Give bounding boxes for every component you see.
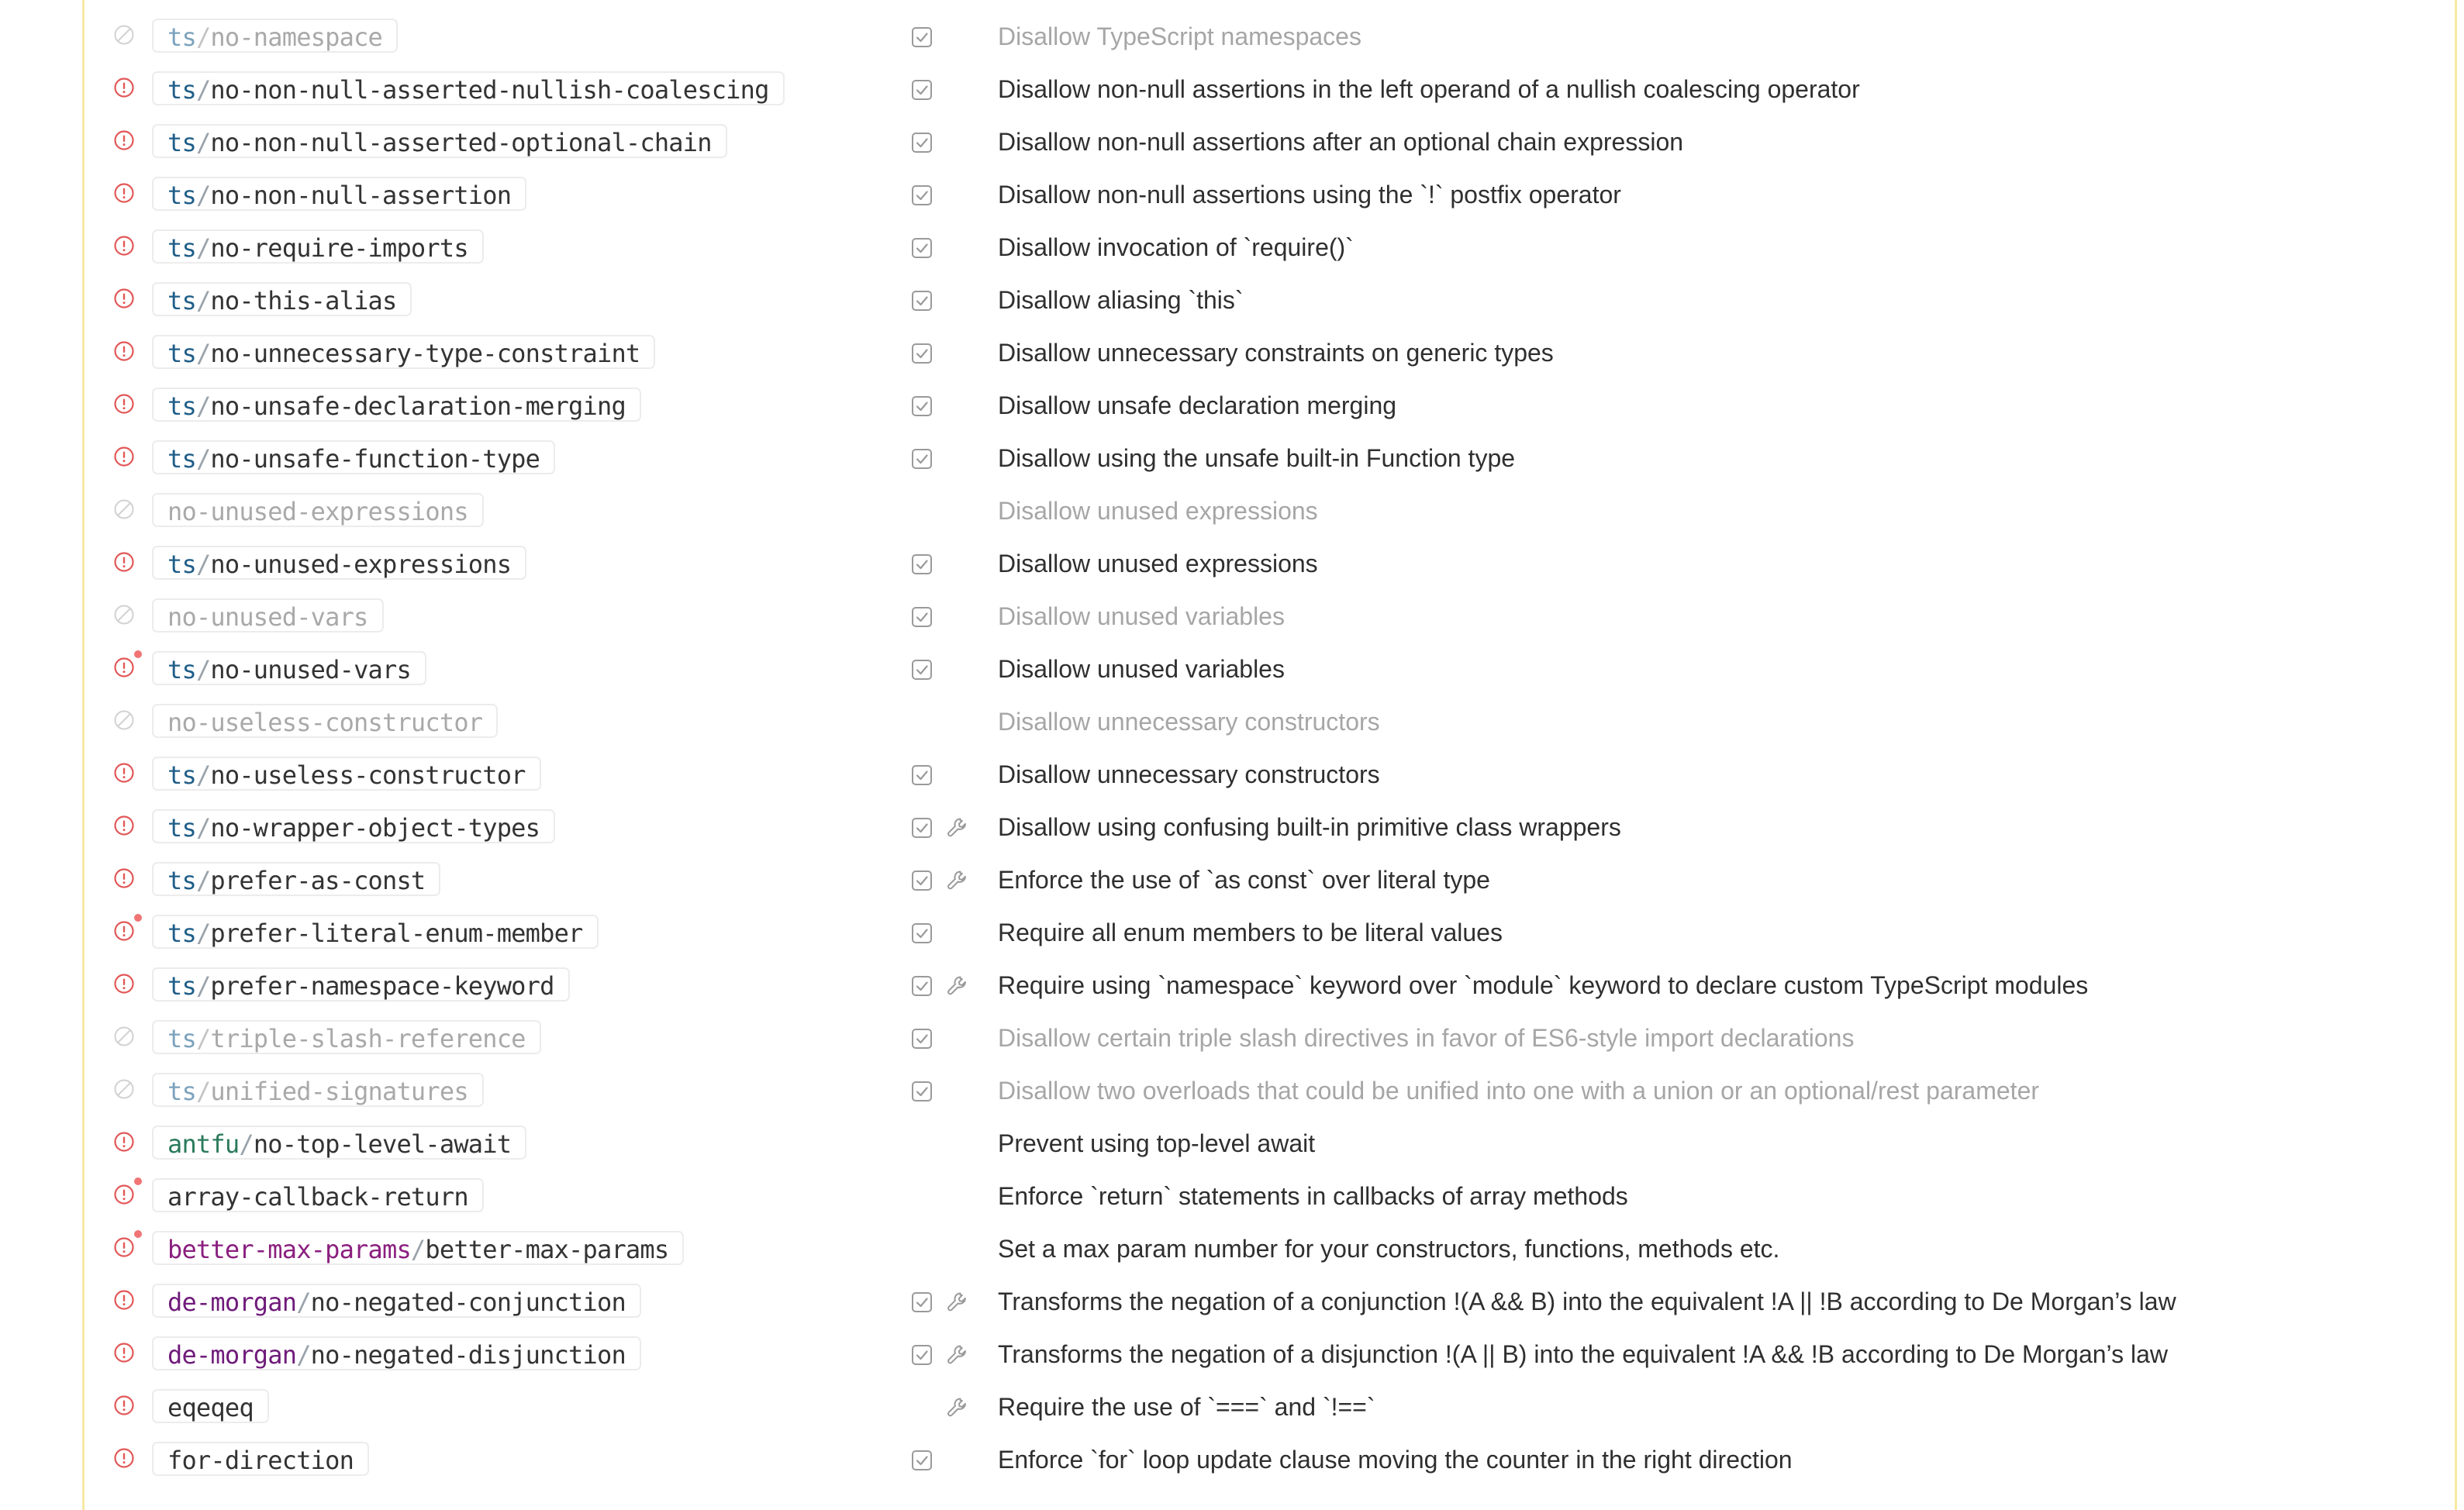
rule-description: Require the use of `===` and `!==` — [998, 1393, 1375, 1421]
rule-prefix-separator: / — [195, 128, 211, 157]
rule-name-button[interactable] — [152, 124, 727, 158]
rule-id: no-negated-disjunction — [310, 1340, 626, 1370]
rule-description: Disallow using the unsafe built-in Function type — [998, 444, 1516, 472]
recommended-check-icon — [911, 184, 933, 206]
rule-plugin-prefix: ts — [167, 760, 196, 790]
rule-prefix-separator: / — [195, 1077, 211, 1106]
rule-description: Disallow unnecessary constructors — [998, 760, 1380, 788]
rule-plugin-prefix: ts — [167, 22, 196, 52]
rule-name-button[interactable] — [152, 1073, 484, 1107]
rule-id: eqeqeq — [167, 1393, 254, 1422]
rule-name-button[interactable] — [152, 71, 785, 105]
rule-row — [0, 1274, 2464, 1326]
rule-row — [0, 9, 2464, 61]
recommended-check-icon — [911, 448, 933, 470]
rule-name-button[interactable] — [152, 229, 484, 264]
rule-plugin-prefix: ts — [167, 233, 196, 263]
rule-error-icon — [113, 77, 135, 98]
rule-plugin-prefix: ts — [167, 813, 196, 843]
rule-prefix-separator: / — [195, 181, 211, 210]
fixable-wrench-icon — [945, 1290, 970, 1315]
rule-prefix-separator: / — [195, 1024, 211, 1053]
rule-prefix-separator: / — [195, 919, 211, 948]
rule-row — [0, 167, 2464, 219]
recommended-check-icon — [911, 79, 933, 101]
recommended-check-icon — [911, 870, 933, 891]
rule-description: Disallow unused variables — [998, 602, 1285, 630]
recommended-check-icon — [911, 659, 933, 681]
rule-id: unified-signatures — [210, 1077, 468, 1106]
rule-row — [0, 536, 2464, 588]
rule-name-button[interactable] — [152, 177, 526, 211]
rule-description: Disallow unnecessary constraints on generic types — [998, 339, 1554, 367]
rule-id: no-unused-vars — [210, 655, 411, 684]
rule-name-button[interactable] — [152, 546, 526, 580]
rule-description: Disallow unused expressions — [998, 497, 1318, 525]
rule-id: no-negated-conjunction — [310, 1288, 626, 1317]
rule-name-button[interactable] — [152, 651, 426, 685]
rule-id: no-unused-expressions — [167, 497, 468, 526]
rule-error-icon — [113, 973, 135, 995]
rule-row — [0, 1326, 2464, 1379]
rule-id: no-non-null-assertion — [210, 181, 512, 210]
rule-name-button[interactable] — [152, 1178, 484, 1212]
rule-error-icon — [113, 129, 135, 151]
rule-id: no-useless-constructor — [210, 760, 526, 790]
rule-row — [0, 588, 2464, 641]
rule-plugin-prefix: antfu — [167, 1129, 240, 1159]
rule-plugin-prefix: ts — [167, 971, 196, 1001]
rule-plugin-prefix: ts — [167, 181, 196, 210]
rule-id: array-callback-return — [167, 1182, 468, 1212]
recommended-check-icon — [911, 1344, 933, 1366]
changed-indicator-dot — [133, 1229, 143, 1239]
rule-row — [0, 0, 2464, 9]
rule-plugin-prefix: ts — [167, 550, 196, 579]
rule-description: Disallow aliasing `this` — [998, 286, 1244, 314]
rule-row — [0, 799, 2464, 852]
rule-plugin-prefix: de-morgan — [167, 1288, 297, 1317]
rule-id: for-direction — [167, 1446, 354, 1475]
rule-name-button[interactable] — [152, 809, 555, 843]
recommended-check-icon — [911, 1081, 933, 1102]
recommended-check-icon — [911, 1450, 933, 1471]
rule-off-icon — [113, 1026, 135, 1047]
rule-description — [998, 0, 1538, 1]
rule-prefix-separator: / — [195, 760, 211, 790]
rule-description: Disallow unused variables — [998, 655, 1285, 683]
rule-error-icon — [113, 1131, 135, 1153]
rule-id: prefer-namespace-keyword — [210, 971, 554, 1001]
rule-plugin-prefix: ts — [167, 866, 196, 895]
rule-row — [0, 852, 2464, 905]
rule-name-button[interactable] — [152, 1284, 641, 1318]
rule-prefix-separator: / — [195, 75, 211, 105]
changed-indicator-dot — [133, 650, 143, 659]
rule-name-button[interactable] — [152, 388, 641, 422]
rule-row — [0, 1115, 2464, 1168]
rule-name-button[interactable] — [152, 282, 412, 316]
fixable-wrench-icon — [945, 1395, 970, 1420]
rule-description: Disallow using confusing built-in primitive class wrappers — [998, 813, 1621, 841]
rule-prefix-separator: / — [296, 1340, 311, 1370]
rule-name-button[interactable] — [152, 1020, 541, 1054]
rule-plugin-prefix: ts — [167, 1077, 196, 1106]
rule-id: no-namespace — [210, 22, 382, 52]
rule-id: no-useless-constructor — [167, 708, 483, 737]
rule-row — [0, 1063, 2464, 1115]
rule-id: prefer-as-const — [210, 866, 426, 895]
rule-plugin-prefix: ts — [167, 75, 196, 105]
rule-id: triple-slash-reference — [210, 1024, 526, 1053]
recommended-check-icon — [911, 1028, 933, 1050]
rule-prefix-separator: / — [195, 550, 211, 579]
rule-description: Transforms the negation of a disjunction !(A || B) into the equivalent !A && !B according to De Morgan’s law — [998, 1340, 2168, 1368]
rule-name-button[interactable] — [152, 1442, 369, 1476]
rule-row — [0, 272, 2464, 325]
rule-name-button[interactable] — [152, 1389, 269, 1423]
rule-description: Disallow certain triple slash directives in favor of ES6-style import declarations — [998, 1024, 1855, 1052]
rule-row — [0, 1168, 2464, 1221]
rule-error-icon — [113, 1395, 135, 1416]
rule-error-icon — [113, 393, 135, 415]
rule-name-button[interactable] — [152, 704, 498, 738]
rule-description: Require using `namespace` keyword over `module` keyword to declare custom TypeScript modules — [998, 971, 2089, 999]
changed-indicator-dot — [133, 1177, 143, 1186]
rule-prefix-separator: / — [296, 1288, 311, 1317]
rule-off-icon — [113, 24, 135, 46]
rule-id: no-unsafe-function-type — [210, 444, 540, 474]
recommended-check-icon — [911, 606, 933, 628]
rule-id: no-unnecessary-type-constraint — [210, 339, 640, 368]
rule-description: Enforce `for` loop update clause moving the counter in the right direction — [998, 1446, 1793, 1474]
rule-id: no-unsafe-declaration-merging — [210, 391, 626, 421]
rule-error-icon — [113, 551, 135, 573]
rule-row — [0, 746, 2464, 799]
rule-row — [0, 957, 2464, 1010]
rule-row — [0, 219, 2464, 272]
rule-error-icon — [113, 762, 135, 784]
rule-prefix-separator: / — [195, 813, 211, 843]
rule-description: Disallow non-null assertions using the `!` postfix operator — [998, 181, 1621, 209]
rule-description: Set a max param number for your constructors, functions, methods etc. — [998, 1235, 1780, 1263]
rule-plugin-prefix: ts — [167, 286, 196, 315]
rule-description: Enforce the use of `as const` over literal type — [998, 866, 1490, 894]
rule-prefix-separator: / — [410, 1235, 426, 1264]
rule-row — [0, 114, 2464, 167]
rule-prefix-separator: / — [195, 866, 211, 895]
rule-id: better-max-params — [425, 1235, 669, 1264]
recommended-check-icon — [911, 553, 933, 575]
fixable-wrench-icon — [945, 868, 970, 893]
rule-prefix-separator: / — [195, 286, 211, 315]
rule-description: Require all enum members to be literal values — [998, 919, 1503, 946]
rule-description: Transforms the negation of a conjunction !(A && B) into the equivalent !A || !B according to De Morgan’s law — [998, 1288, 2176, 1315]
rule-description: Disallow non-null assertions in the left operand of a nullish coalescing operator — [998, 75, 1860, 103]
rule-prefix-separator: / — [195, 391, 211, 421]
rule-prefix-separator: / — [195, 339, 211, 368]
rule-error-icon — [113, 867, 135, 889]
rule-row — [0, 61, 2464, 114]
rule-error-icon — [113, 1447, 135, 1469]
rule-error-icon — [113, 815, 135, 836]
rule-error-icon — [113, 446, 135, 467]
rule-off-icon — [113, 604, 135, 626]
rule-description: Disallow unnecessary constructors — [998, 708, 1380, 736]
recommended-check-icon — [911, 1291, 933, 1313]
recommended-check-icon — [911, 290, 933, 312]
recommended-check-icon — [911, 764, 933, 786]
rule-name-button[interactable] — [152, 915, 599, 949]
rule-id: no-non-null-asserted-optional-chain — [210, 128, 712, 157]
rule-name-button[interactable] — [152, 757, 541, 791]
rule-error-icon — [113, 657, 135, 678]
rule-row — [0, 325, 2464, 378]
rule-prefix-separator: / — [195, 22, 211, 52]
rule-id: no-require-imports — [210, 233, 468, 263]
rule-id: no-this-alias — [210, 286, 397, 315]
rule-row — [0, 641, 2464, 694]
recommended-check-icon — [911, 237, 933, 259]
rule-name-button[interactable] — [152, 967, 570, 1001]
rule-row — [0, 1379, 2464, 1432]
recommended-check-icon — [911, 26, 933, 48]
rule-prefix-separator: / — [195, 655, 211, 684]
rule-plugin-prefix: de-morgan — [167, 1340, 297, 1370]
rule-error-icon — [113, 1184, 135, 1205]
rule-error-icon — [113, 1342, 135, 1363]
rule-row — [0, 1221, 2464, 1274]
rule-id: no-top-level-await — [253, 1129, 512, 1159]
recommended-check-icon — [911, 817, 933, 839]
rule-prefix-separator: / — [195, 233, 211, 263]
rule-prefix-separator: / — [195, 444, 211, 474]
rule-row — [0, 905, 2464, 957]
rule-error-icon — [113, 1289, 135, 1311]
rule-row — [0, 430, 2464, 483]
rule-error-icon — [113, 288, 135, 309]
rule-name-button[interactable] — [152, 440, 555, 474]
rule-plugin-prefix: ts — [167, 919, 196, 948]
fixable-wrench-icon — [945, 1343, 970, 1367]
rule-description: Disallow unsafe declaration merging — [998, 391, 1397, 419]
rule-name-button[interactable] — [152, 493, 484, 527]
rule-off-icon — [113, 1078, 135, 1100]
rule-error-icon — [113, 340, 135, 362]
rule-row — [0, 378, 2464, 430]
rule-name-button[interactable] — [152, 598, 384, 633]
rule-prefix-separator: / — [239, 1129, 254, 1159]
rule-off-icon — [113, 498, 135, 520]
rule-name-button[interactable] — [152, 862, 440, 896]
rule-description: Disallow non-null assertions after an optional chain expression — [998, 128, 1684, 156]
fixable-wrench-icon — [945, 974, 970, 998]
rule-error-icon — [113, 235, 135, 257]
changed-indicator-dot — [133, 913, 143, 922]
rule-description: Disallow unused expressions — [998, 550, 1318, 577]
rule-name-button[interactable] — [152, 19, 398, 53]
rule-prefix-separator: / — [195, 971, 211, 1001]
fixable-wrench-icon — [945, 815, 970, 840]
rule-plugin-prefix: ts — [167, 444, 196, 474]
rule-id: prefer-literal-enum-member — [210, 919, 583, 948]
rule-description: Disallow two overloads that could be unified into one with a union or an optional/rest parameter — [998, 1077, 2040, 1105]
rule-id: no-wrapper-object-types — [210, 813, 540, 843]
rule-row — [0, 694, 2464, 746]
recommended-check-icon — [911, 343, 933, 364]
rule-id: no-non-null-asserted-nullish-coalescing — [210, 75, 769, 105]
rule-description: Disallow TypeScript namespaces — [998, 22, 1361, 50]
rule-error-icon — [113, 182, 135, 204]
rule-row — [0, 1010, 2464, 1063]
rule-description: Enforce `return` statements in callbacks of array methods — [998, 1182, 1628, 1210]
rule-off-icon — [113, 709, 135, 731]
recommended-check-icon — [911, 975, 933, 997]
rule-plugin-prefix: ts — [167, 391, 196, 421]
rule-plugin-prefix: ts — [167, 1024, 196, 1053]
rule-plugin-prefix: ts — [167, 655, 196, 684]
rule-name-button[interactable] — [152, 335, 655, 369]
rule-id: no-unused-vars — [167, 602, 368, 632]
rule-description: Disallow invocation of `require()` — [998, 233, 1354, 261]
recommended-check-icon — [911, 132, 933, 153]
rule-name-button[interactable] — [152, 1231, 684, 1265]
rule-error-icon — [113, 920, 135, 942]
rule-name-button[interactable] — [152, 1336, 641, 1370]
recommended-check-icon — [911, 395, 933, 417]
rule-plugin-prefix: ts — [167, 128, 196, 157]
rule-row — [0, 1432, 2464, 1484]
rule-plugin-prefix: better-max-params — [167, 1235, 411, 1264]
rule-row — [0, 483, 2464, 536]
rule-error-icon — [113, 1236, 135, 1258]
recommended-check-icon — [911, 922, 933, 944]
rule-plugin-prefix: ts — [167, 339, 196, 368]
rule-id: no-unused-expressions — [210, 550, 512, 579]
rule-name-button[interactable] — [152, 1126, 526, 1160]
rule-description: Prevent using top-level await — [998, 1129, 1316, 1157]
